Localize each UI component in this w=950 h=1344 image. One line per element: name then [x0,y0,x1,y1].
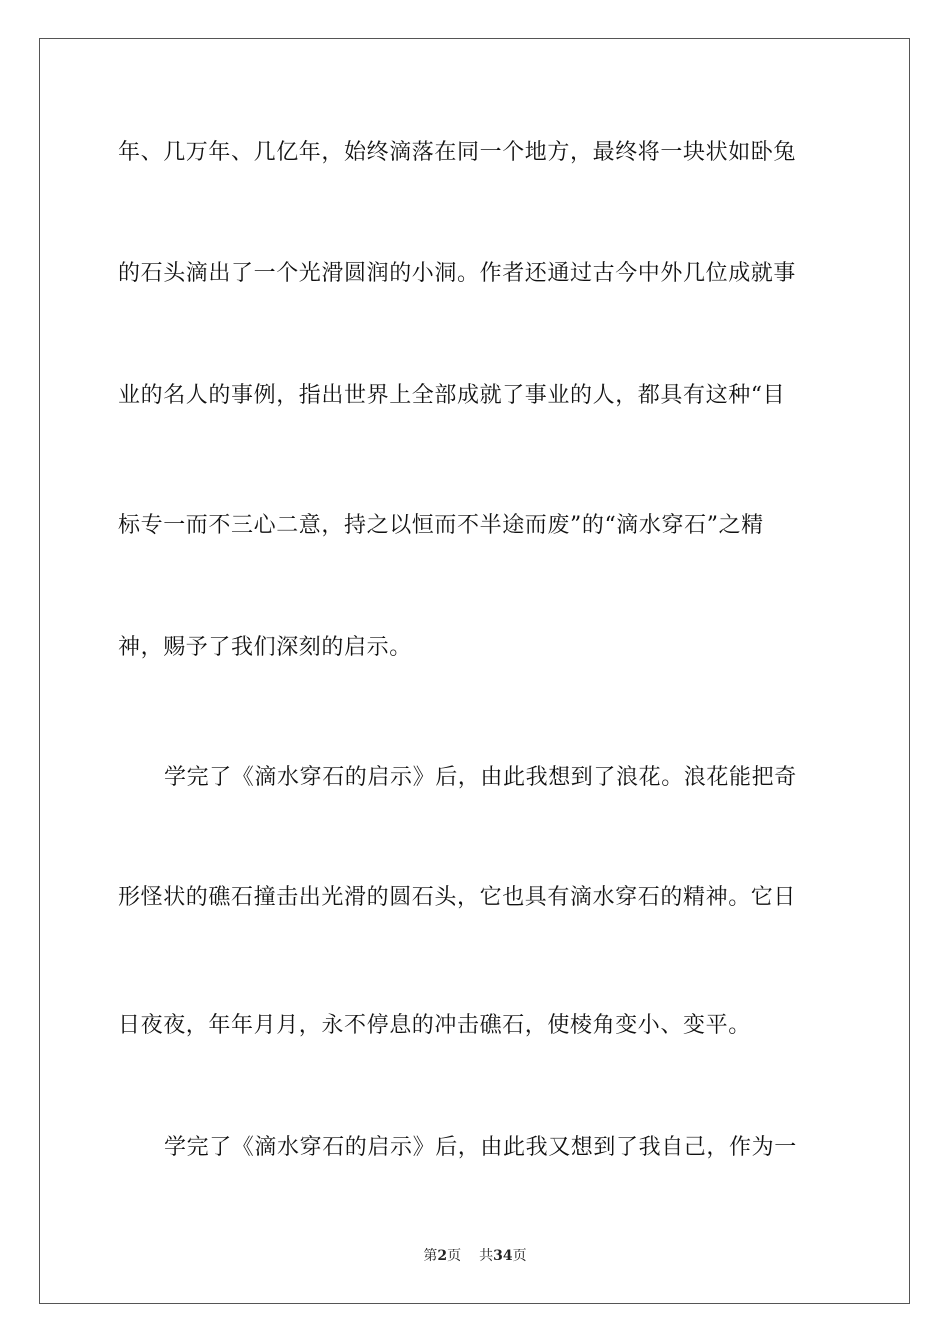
text-line: 神，赐予了我们深刻的启示。 [118,635,412,660]
total-prefix: 共 [479,1248,494,1264]
total-pages: 34 [493,1248,513,1264]
text-line: 业的名人的事例，指出世界上全部成就了事业的人，都具有这种“目 [118,383,786,408]
text-line: 日夜夜，年年月月，永不停息的冲击礁石，使棱角变小、变平。 [118,1013,751,1038]
page-prefix: 第 [423,1248,438,1264]
page-border [39,38,910,1304]
page-number: 2 [437,1248,448,1264]
page-footer [0,1246,950,1266]
text-line: 形怪状的礁石撞击出光滑的圆石头，它也具有滴水穿石的精神。它日 [118,885,797,910]
paragraph-first-line: 学完了《滴水穿石的启示》后，由此我想到了浪花。浪花能把奇 [164,765,797,790]
page-suffix: 页 [447,1248,462,1264]
paragraph-first-line: 学完了《滴水穿石的启示》后，由此我又想到了我自己，作为一 [164,1135,797,1160]
text-line: 年、几万年、几亿年，始终滴落在同一个地方，最终将一块状如卧兔 [118,140,797,165]
text-line: 的石头滴出了一个光滑圆润的小洞。作者还通过古今中外几位成就事 [118,261,797,286]
total-suffix: 页 [512,1248,527,1264]
text-line: 标专一而不三心二意，持之以恒而不半途而废”的“滴水穿石”之精 [118,513,764,538]
